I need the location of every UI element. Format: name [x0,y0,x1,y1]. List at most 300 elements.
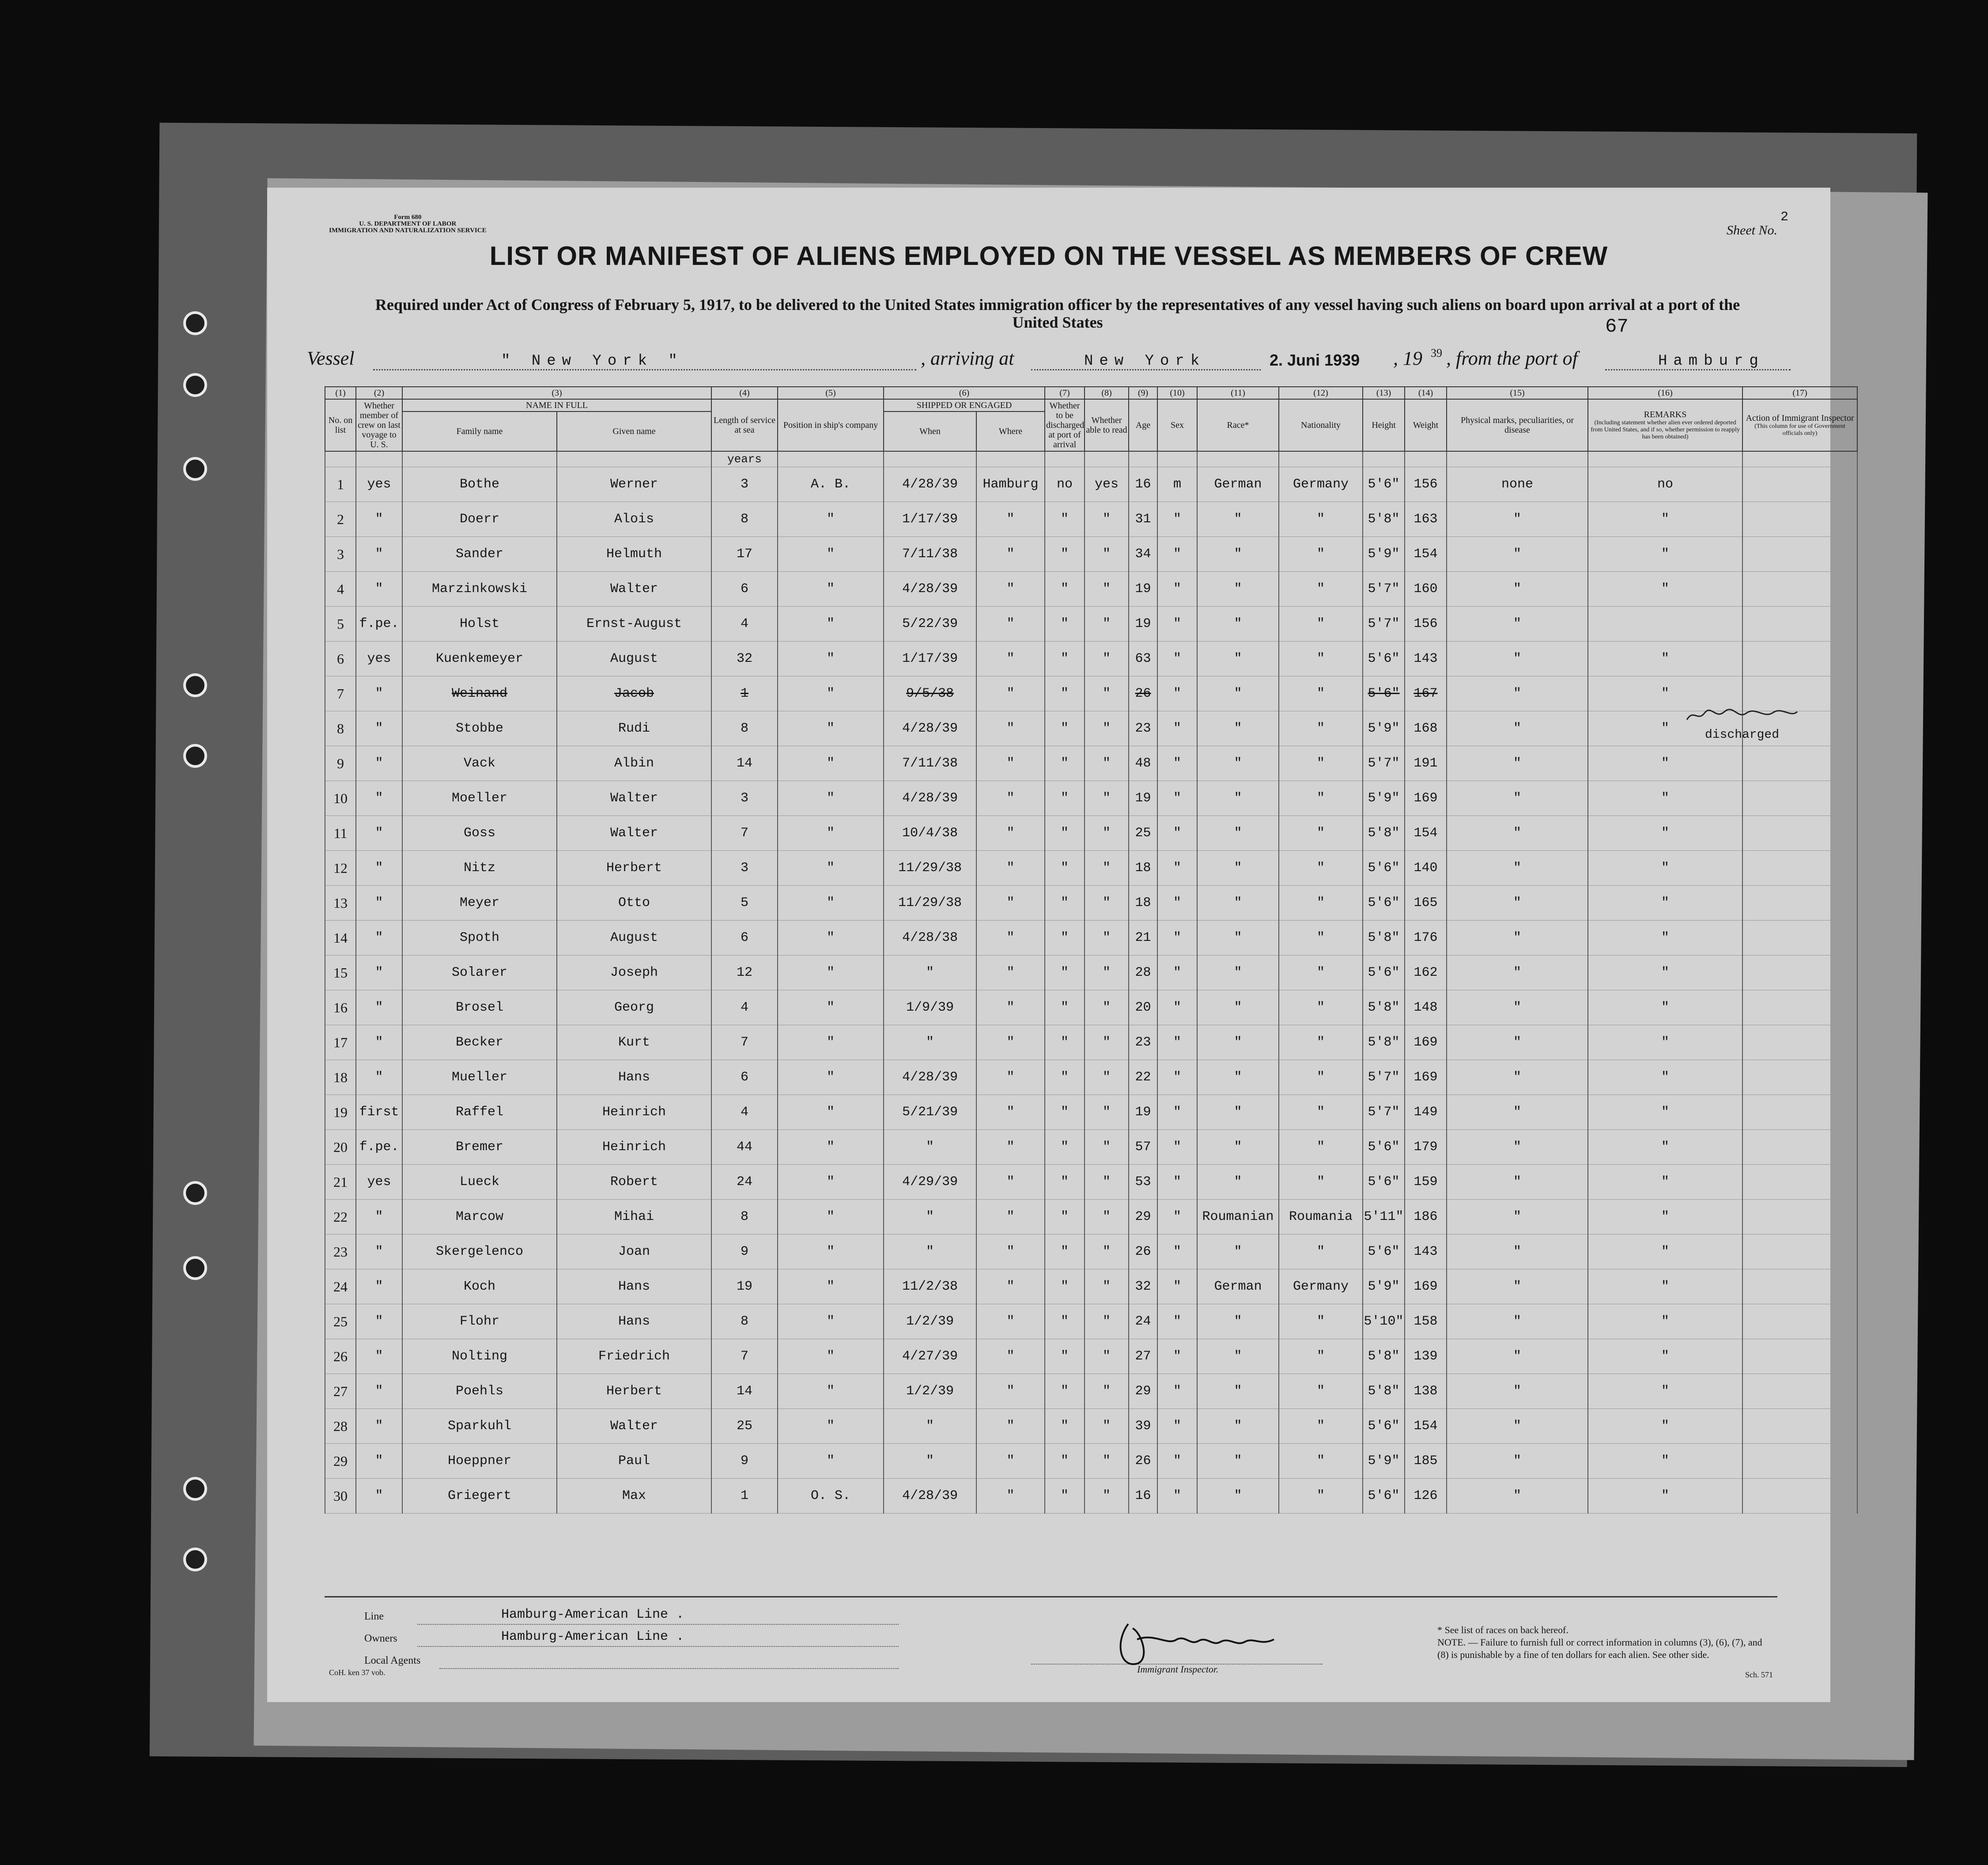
form-tag [329,214,487,234]
service-length-cell: 1 [711,1479,778,1514]
height-cell: 5'7" [1363,572,1405,607]
service-length-cell: 8 [711,1200,778,1235]
service-length-cell: 3 [711,851,778,886]
height-cell: 5'11" [1363,1200,1405,1235]
header-shipped: SHIPPED OR ENGAGED [884,399,1045,412]
shipped-where-cell: " [976,851,1045,886]
inspector-action-cell [1742,537,1857,572]
last-voyage-cell: yes [356,467,402,502]
shipped-where-cell: " [976,1060,1045,1095]
height-cell: 5'7" [1363,1060,1405,1095]
family-name-cell: Marzinkowski [402,572,557,607]
inspector-action-cell [1742,1479,1857,1514]
weight-cell: 163 [1405,502,1447,537]
position-cell: " [778,572,884,607]
races-note: * See list of races on back hereof. [1437,1624,1568,1635]
physical-marks-cell: " [1447,1095,1588,1130]
shipped-when-cell: 4/29/39 [884,1165,976,1200]
age-cell: 25 [1129,816,1157,851]
inspector-action-cell [1742,990,1857,1025]
nationality-cell: " [1279,1409,1363,1444]
row-number-cell: 12 [325,851,356,886]
row-number-cell: 5 [325,607,356,642]
crew-table [325,386,1858,1514]
physical-marks-cell: " [1447,1200,1588,1235]
position-cell: " [778,642,884,676]
shipped-when-cell: 7/11/38 [884,746,976,781]
remarks-cell: " [1588,921,1742,955]
sex-cell: " [1157,502,1197,537]
service-length-cell: 8 [711,711,778,746]
weight-cell: 154 [1405,816,1447,851]
height-cell: 5'6" [1363,642,1405,676]
weight-cell: 158 [1405,1304,1447,1339]
height-cell: 5'10" [1363,1304,1405,1339]
weight-cell: 169 [1405,1060,1447,1095]
inspector-action-cell [1742,746,1857,781]
physical-marks-cell: " [1447,1235,1588,1269]
shipped-when-cell: 4/28/39 [884,467,976,502]
remarks-cell: " [1588,1130,1742,1165]
row-number-cell: 9 [325,746,356,781]
last-voyage-cell: " [356,1479,402,1514]
age-cell: 32 [1129,1269,1157,1304]
weight-cell: 138 [1405,1374,1447,1409]
years-label: years [711,451,778,467]
age-cell: 23 [1129,1025,1157,1060]
family-name-cell: Becker [402,1025,557,1060]
shipped-when-cell: 10/4/38 [884,816,976,851]
family-name-cell: Mueller [402,1060,557,1095]
to-be-discharged-cell: " [1045,1304,1085,1339]
family-name-cell: Skergelenco [402,1235,557,1269]
footer-notes [1437,1624,1773,1661]
able-to-read-cell: " [1085,711,1129,746]
table-row [325,572,1857,607]
list-number: 67 [1605,316,1629,338]
service-length-cell: 17 [711,537,778,572]
row-number-cell: 27 [325,1374,356,1409]
header-position: Position in ship's company [778,399,884,451]
family-name-cell: Poehls [402,1374,557,1409]
family-name-cell: Goss [402,816,557,851]
age-cell: 29 [1129,1374,1157,1409]
shipped-where-cell: " [976,1235,1045,1269]
last-voyage-cell: " [356,886,402,921]
family-name-cell: Lueck [402,1165,557,1200]
family-name-cell: Stobbe [402,711,557,746]
given-name-cell: Alois [557,502,711,537]
document-subtitle: Required under Act of Congress of February 5, 1917, to be delivered to the United States immigration officer by the representatives of any vessel having such aliens on board upon arrival at a port of the United States [375,296,1740,331]
race-cell: " [1197,955,1279,990]
inspector-action-cell [1742,1269,1857,1304]
arrival-port: New York [1084,353,1206,370]
print-code-left: CoH. ken 37 vob. [329,1668,386,1677]
shipped-where-cell: " [976,537,1045,572]
sex-cell: " [1157,1374,1197,1409]
able-to-read-cell: " [1085,1095,1129,1130]
position-cell: " [778,955,884,990]
able-to-read-cell: " [1085,537,1129,572]
row-number-cell: 29 [325,1444,356,1479]
service-length-cell: 3 [711,781,778,816]
shipped-when-cell: 5/22/39 [884,607,976,642]
sex-cell: " [1157,746,1197,781]
service-length-cell: 9 [711,1444,778,1479]
shipped-where-cell: " [976,1409,1045,1444]
nationality-cell: Roumania [1279,1200,1363,1235]
position-cell: " [778,676,884,711]
position-cell: " [778,990,884,1025]
line-value: Hamburg-American Line . [501,1607,684,1622]
remarks-cell: " [1588,955,1742,990]
header-marks: Physical marks, peculiarities, or disease [1447,399,1588,451]
weight-cell: 179 [1405,1130,1447,1165]
weight-cell: 148 [1405,990,1447,1025]
position-cell: " [778,851,884,886]
table-row [325,1339,1857,1374]
fine-note: NOTE. — Failure to furnish full or correct information in columns (3), (6), (7), and (8) is punishable by a fine of ten dollars for each alien. See other side. [1437,1637,1762,1660]
year-value: 39 [1431,347,1442,359]
weight-cell: 169 [1405,781,1447,816]
to-be-discharged-cell: " [1045,642,1085,676]
to-be-discharged-cell: " [1045,1409,1085,1444]
service-length-cell: 5 [711,886,778,921]
header-when: When [884,412,976,451]
table-row [325,816,1857,851]
race-cell: " [1197,851,1279,886]
weight-cell: 140 [1405,851,1447,886]
remarks-cell: " [1588,990,1742,1025]
row-number-cell: 16 [325,990,356,1025]
position-cell: " [778,1235,884,1269]
able-to-read-cell: " [1085,746,1129,781]
service-length-cell: 44 [711,1130,778,1165]
to-be-discharged-cell: " [1045,1095,1085,1130]
height-cell: 5'8" [1363,1374,1405,1409]
nationality-cell: " [1279,1130,1363,1165]
inspector-action-cell [1742,1165,1857,1200]
physical-marks-cell: " [1447,1060,1588,1095]
given-name-cell: Walter [557,1409,711,1444]
sex-cell: " [1157,607,1197,642]
race-cell: " [1197,816,1279,851]
row-number-cell: 24 [325,1269,356,1304]
sex-cell: " [1157,1060,1197,1095]
able-to-read-cell: " [1085,676,1129,711]
weight-cell: 156 [1405,467,1447,502]
shipped-when-cell: " [884,1200,976,1235]
height-cell: 5'6" [1363,1479,1405,1514]
last-voyage-cell: " [356,1444,402,1479]
remarks-cell: " [1588,886,1742,921]
height-cell: 5'8" [1363,990,1405,1025]
table-row [325,781,1857,816]
vessel-name: " New York " [501,353,684,370]
last-voyage-cell: " [356,1269,402,1304]
position-cell: O. S. [778,1479,884,1514]
print-code-right: Sch. 571 [1745,1670,1773,1679]
inspector-action-cell [1742,467,1857,502]
last-voyage-cell: " [356,1200,402,1235]
inspector-action-cell [1742,955,1857,990]
nationality-cell: " [1279,781,1363,816]
position-cell: " [778,1269,884,1304]
sex-cell: " [1157,1200,1197,1235]
inspector-action-cell [1742,1409,1857,1444]
age-cell: 22 [1129,1060,1157,1095]
sex-cell: " [1157,711,1197,746]
sex-cell: " [1157,1235,1197,1269]
row-number-cell: 4 [325,572,356,607]
last-voyage-cell: " [356,1060,402,1095]
weight-cell: 143 [1405,1235,1447,1269]
nationality-cell: " [1279,537,1363,572]
age-cell: 19 [1129,781,1157,816]
shipped-when-cell: " [884,1025,976,1060]
family-name-cell: Raffel [402,1095,557,1130]
sex-cell: " [1157,1409,1197,1444]
inspector-action-cell [1742,1025,1857,1060]
family-name-cell: Hoeppner [402,1444,557,1479]
remarks-cell: " [1588,1235,1742,1269]
shipped-where-cell: " [976,781,1045,816]
weight-cell: 168 [1405,711,1447,746]
height-cell: 5'6" [1363,1409,1405,1444]
physical-marks-cell: " [1447,1165,1588,1200]
family-name-cell: Nolting [402,1339,557,1374]
last-voyage-cell: yes [356,642,402,676]
shipped-when-cell: " [884,1444,976,1479]
shipped-where-cell: " [976,1479,1045,1514]
departure-port: Hamburg [1658,353,1765,370]
form-department: U. S. DEPARTMENT OF LABOR [359,220,457,227]
row-number-cell: 14 [325,921,356,955]
remarks-cell: " [1588,1409,1742,1444]
sex-cell: " [1157,921,1197,955]
inspector-label: Immigrant Inspector. [1137,1664,1219,1675]
binder-hole [183,1181,207,1205]
inspector-action-cell [1742,851,1857,886]
physical-marks-cell: " [1447,502,1588,537]
header-height: Height [1363,399,1405,451]
nationality-cell: " [1279,572,1363,607]
sex-cell: " [1157,537,1197,572]
inspector-action-cell [1742,1095,1857,1130]
shipped-where-cell: " [976,607,1045,642]
race-cell: " [1197,642,1279,676]
service-length-cell: 8 [711,502,778,537]
sex-cell: " [1157,1165,1197,1200]
race-cell: " [1197,1095,1279,1130]
from-port-label: , from the port of [1446,347,1578,369]
service-length-cell: 6 [711,572,778,607]
given-name-cell: Friedrich [557,1339,711,1374]
sex-cell: " [1157,1269,1197,1304]
weight-cell: 149 [1405,1095,1447,1130]
shipped-where-cell: " [976,1444,1045,1479]
table-row [325,711,1857,746]
service-length-cell: 3 [711,467,778,502]
shipped-when-cell: 4/28/39 [884,1479,976,1514]
sex-cell: " [1157,886,1197,921]
inspector-action-cell [1742,1130,1857,1165]
to-be-discharged-cell: " [1045,676,1085,711]
able-to-read-cell: " [1085,1409,1129,1444]
shipped-where-cell: " [976,572,1045,607]
given-name-cell: Joan [557,1235,711,1269]
age-cell: 19 [1129,1095,1157,1130]
age-cell: 26 [1129,1235,1157,1269]
given-name-cell: Heinrich [557,1095,711,1130]
row-number-cell: 10 [325,781,356,816]
physical-marks-cell: " [1447,781,1588,816]
given-name-cell: Robert [557,1165,711,1200]
last-voyage-cell: " [356,537,402,572]
local-agents-label: Local Agents [364,1655,421,1666]
row-number-cell: 8 [325,711,356,746]
given-name-cell: Hans [557,1304,711,1339]
nationality-cell: " [1279,711,1363,746]
able-to-read-cell: " [1085,921,1129,955]
age-cell: 18 [1129,851,1157,886]
to-be-discharged-cell: " [1045,711,1085,746]
shipped-when-cell: " [884,1235,976,1269]
row-number-cell: 2 [325,502,356,537]
last-voyage-cell: " [356,1304,402,1339]
position-cell: " [778,711,884,746]
weight-cell: 154 [1405,537,1447,572]
able-to-read-cell: " [1085,990,1129,1025]
inspector-action-cell [1742,1304,1857,1339]
header-given-name: Given name [557,412,711,451]
weight-cell: 139 [1405,1339,1447,1374]
remarks-cell: " [1588,1444,1742,1479]
height-cell: 5'7" [1363,746,1405,781]
height-cell: 5'6" [1363,955,1405,990]
family-name-cell: Spoth [402,921,557,955]
header-sex: Sex [1157,399,1197,451]
nationality-cell: " [1279,676,1363,711]
position-cell: " [778,746,884,781]
last-voyage-cell: " [356,781,402,816]
shipped-when-cell: 4/28/39 [884,711,976,746]
inspector-action-cell [1742,1444,1857,1479]
physical-marks-cell: none [1447,467,1588,502]
age-cell: 57 [1129,1130,1157,1165]
race-cell: " [1197,607,1279,642]
to-be-discharged-cell: " [1045,1444,1085,1479]
remarks-cell: " [1588,676,1742,711]
physical-marks-cell: " [1447,851,1588,886]
physical-marks-cell: " [1447,886,1588,921]
row-number-cell: 25 [325,1304,356,1339]
weight-cell: 165 [1405,886,1447,921]
service-length-cell: 7 [711,1025,778,1060]
to-be-discharged-cell: " [1045,537,1085,572]
remarks-cell: " [1588,502,1742,537]
header-row [325,399,1857,412]
position-cell: " [778,1339,884,1374]
service-length-cell: 19 [711,1269,778,1304]
remarks-cell: " [1588,711,1742,746]
service-length-cell: 14 [711,1374,778,1409]
given-name-cell: Otto [557,886,711,921]
column-number-row: (1) (2) (3) (4) (5) (6) (7) (8) (9) (10) (11) (12) (13) (14) (15) (16) (17) [325,387,1857,399]
remarks-cell: " [1588,1304,1742,1339]
last-voyage-cell: " [356,990,402,1025]
physical-marks-cell: " [1447,1304,1588,1339]
last-voyage-cell: " [356,921,402,955]
shipped-where-cell: " [976,711,1045,746]
physical-marks-cell: " [1447,1409,1588,1444]
remarks-cell: " [1588,1025,1742,1060]
service-length-cell: 6 [711,1060,778,1095]
discharged-text: discharged [1705,728,1780,742]
binder-hole [183,1256,207,1280]
table-row [325,676,1857,711]
position-cell: " [778,502,884,537]
shipped-where-cell: " [976,642,1045,676]
able-to-read-cell: " [1085,1339,1129,1374]
shipped-where-cell: " [976,990,1045,1025]
shipped-when-cell: 4/28/39 [884,1060,976,1095]
given-name-cell: Joseph [557,955,711,990]
to-be-discharged-cell: " [1045,886,1085,921]
height-cell: 5'9" [1363,1444,1405,1479]
family-name-cell: Marcow [402,1200,557,1235]
nationality-cell: " [1279,746,1363,781]
to-be-discharged-cell: no [1045,467,1085,502]
position-cell: " [778,1409,884,1444]
shipped-when-cell: 4/27/39 [884,1339,976,1374]
able-to-read-cell: " [1085,955,1129,990]
physical-marks-cell: " [1447,711,1588,746]
race-cell: " [1197,1479,1279,1514]
height-cell: 5'6" [1363,1130,1405,1165]
position-cell: " [778,886,884,921]
table-row [325,886,1857,921]
position-cell: " [778,537,884,572]
row-number-cell: 15 [325,955,356,990]
height-cell: 5'6" [1363,1235,1405,1269]
shipped-where-cell: " [976,1269,1045,1304]
race-cell: " [1197,1025,1279,1060]
to-be-discharged-cell: " [1045,1235,1085,1269]
family-name-cell: Moeller [402,781,557,816]
header-discharged: Whether to be discharged at port of arrival [1045,399,1085,451]
nationality-cell: Germany [1279,1269,1363,1304]
binder-hole [183,373,207,397]
shipped-when-cell: 1/17/39 [884,502,976,537]
given-name-cell: Rudi [557,711,711,746]
nationality-cell: " [1279,642,1363,676]
inspector-action-note [1685,706,1799,742]
inspector-action-cell [1742,572,1857,607]
shipped-where-cell: " [976,1304,1045,1339]
given-name-cell: August [557,921,711,955]
weight-cell: 167 [1405,676,1447,711]
physical-marks-cell: " [1447,607,1588,642]
line-label: Line [364,1611,384,1622]
nationality-cell: " [1279,955,1363,990]
nationality-cell: " [1279,1235,1363,1269]
to-be-discharged-cell: " [1045,1130,1085,1165]
physical-marks-cell: " [1447,1025,1588,1060]
inspector-action-cell [1742,1200,1857,1235]
row-number-cell: 13 [325,886,356,921]
remarks-cell: " [1588,572,1742,607]
